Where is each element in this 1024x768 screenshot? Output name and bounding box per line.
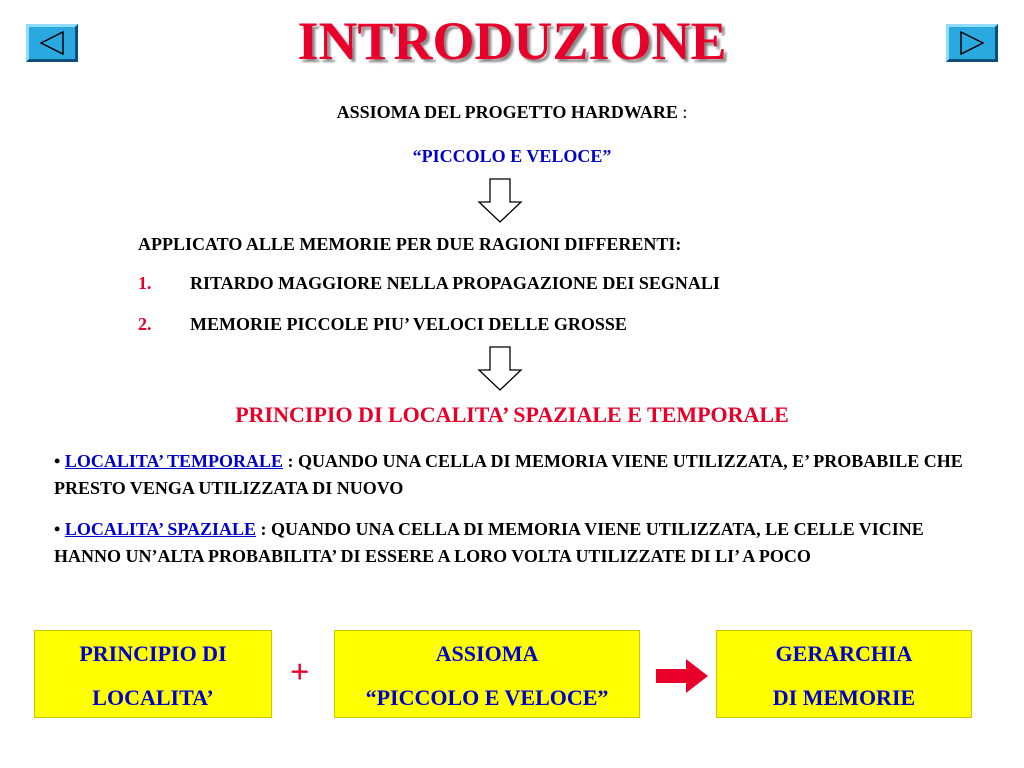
down-arrow-icon <box>476 178 524 224</box>
box-line: ASSIOMA <box>435 641 539 666</box>
reason-text-2: MEMORIE PICCOLE PIU’ VELOCI DELLE GROSSE <box>190 314 627 334</box>
down-arrow-icon <box>476 346 524 392</box>
axiom-colon: : <box>677 102 688 122</box>
box-line: “PICCOLO E VELOCE” <box>365 685 609 710</box>
axiom-label: ASSIOMA DEL PROGETTO HARDWARE <box>336 102 678 122</box>
reason-number-1: 1. <box>138 273 152 293</box>
memory-hierarchy-box <box>716 630 972 718</box>
page-title: INTRODUZIONE <box>297 11 727 71</box>
box-line: PRINCIPIO DI <box>79 641 227 666</box>
bullet-marker: • <box>54 451 61 471</box>
principle-heading: PRINCIPIO DI LOCALITA’ SPAZIALE E TEMPORALE <box>235 402 789 427</box>
right-triangle-icon <box>949 27 995 59</box>
temporal-locality-link[interactable]: LOCALITA’ TEMPORALE <box>64 451 284 471</box>
locality-principle-box <box>34 630 272 718</box>
spatial-locality-text: : QUANDO UNA CELLA DI MEMORIA VIENE UTILIZZATA, LE CELLE VICINE HANNO UN’ALTA PROBABILITA’ DI ESSERE A LORO VOLTA UTILIZZATE DI LI’ A POCO <box>54 519 924 566</box>
axiom-box <box>334 630 640 718</box>
box-line: LOCALITA’ <box>92 685 214 710</box>
reasons-intro: APPLICATO ALLE MEMORIE PER DUE RAGIONI DIFFERENTI: <box>138 234 682 254</box>
next-slide-button[interactable] <box>946 24 998 62</box>
bullet-temporal-locality <box>54 448 994 502</box>
spatial-locality-link[interactable]: LOCALITA’ SPAZIALE <box>64 519 257 539</box>
reason-number-2: 2. <box>138 314 152 334</box>
right-arrow-icon <box>656 659 708 693</box>
reason-text-1: RITARDO MAGGIORE NELLA PROPAGAZIONE DEI SEGNALI <box>190 273 720 293</box>
box-line: DI MEMORIE <box>772 685 916 710</box>
bullet-spatial-locality <box>54 516 994 570</box>
axiom-motto: “PICCOLO E VELOCE” <box>412 146 612 166</box>
box-line: GERARCHIA <box>775 641 913 666</box>
axiom-line <box>0 102 1024 123</box>
plus-sign: + <box>290 654 310 691</box>
bullet-marker: • <box>54 519 61 539</box>
temporal-locality-text: : QUANDO UNA CELLA DI MEMORIA VIENE UTILIZZATA, E’ PROBABILE CHE PRESTO VENGA UTILIZZATA DI NUOVO <box>54 451 963 498</box>
